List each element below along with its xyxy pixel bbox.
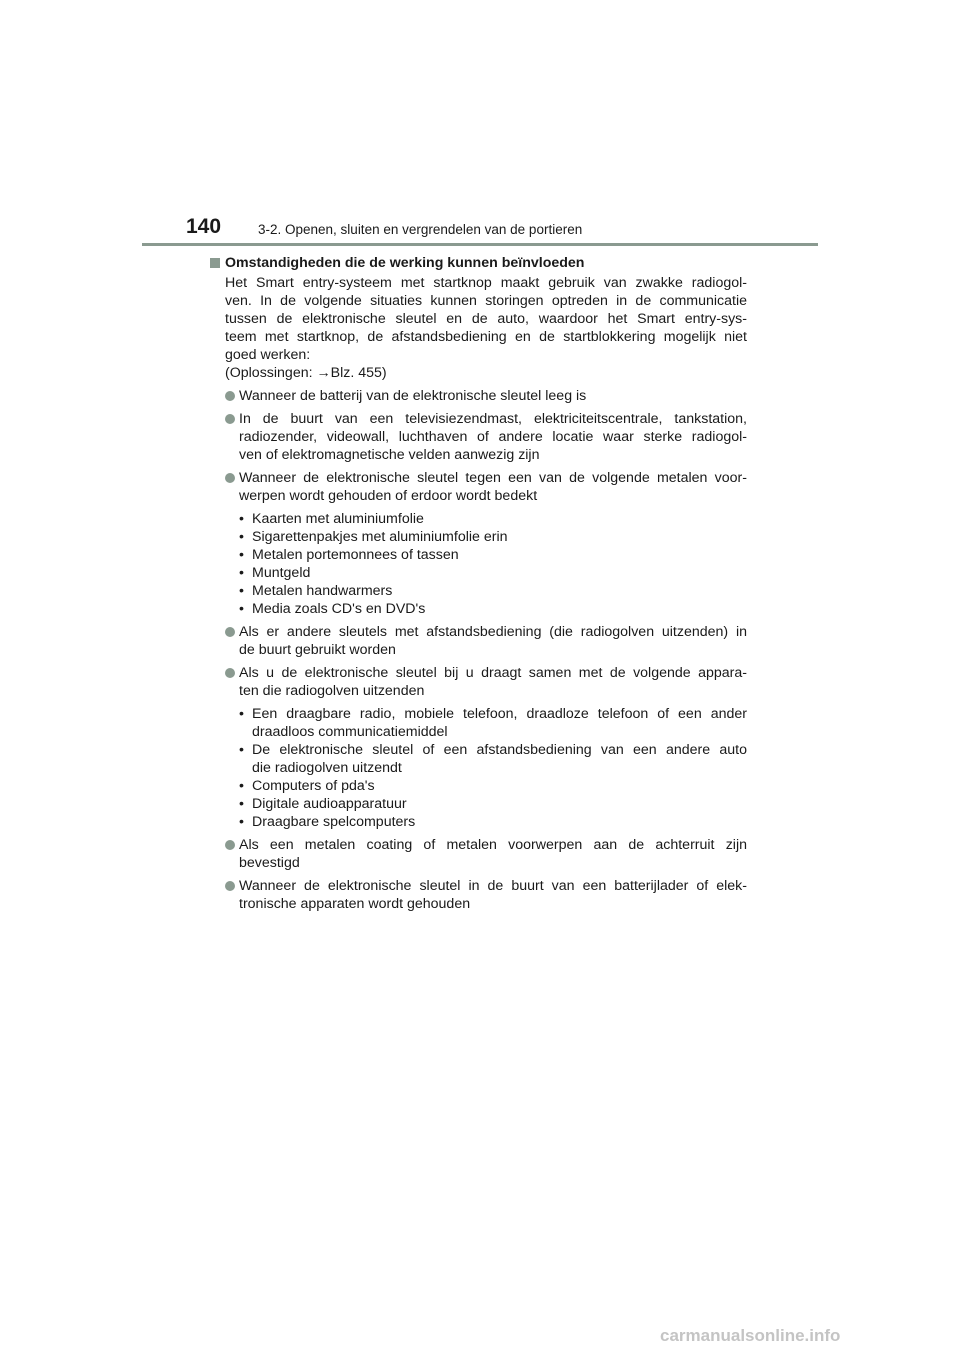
list-item	[209, 469, 747, 505]
sub-list-item-line: Sigarettenpakjes met aluminiumfolie erin	[252, 529, 508, 545]
list-item-line: ven of elektromagnetische velden aanwezig zijn	[239, 447, 540, 463]
list-item-line: tronische apparaten wordt gehouden	[239, 896, 471, 912]
intro-line: (Oplossingen: →Blz. 455)	[225, 365, 387, 381]
intro-paragraph	[209, 274, 747, 382]
list-item-line: Als er andere sleutels met afstandsbediening (die radiogolven uitzenden) in	[239, 624, 747, 640]
sub-list-item	[239, 546, 747, 564]
round-bullet-icon	[225, 668, 235, 678]
sub-list-item	[239, 600, 747, 618]
list-item	[209, 877, 747, 913]
intro-line: teem met startknop, de afstandsbediening en de startblokkering mogelijk niet	[225, 329, 747, 345]
sub-list-item-line: Kaarten met aluminiumfolie	[252, 511, 424, 527]
dot-bullet-icon: •	[239, 547, 244, 563]
list-item-line: In de buurt van een televisiezendmast, elektriciteitscentrale, tankstation,	[239, 411, 747, 427]
dot-bullet-icon: •	[239, 565, 244, 581]
list-item	[209, 836, 747, 872]
list-item-line: werpen wordt gehouden of erdoor wordt bedekt	[239, 488, 538, 504]
list-item	[209, 664, 747, 700]
sub-list-item-line: Metalen handwarmers	[252, 583, 393, 599]
intro-line: goed werken:	[225, 347, 311, 363]
list-item-line: Wanneer de batterij van de elektronische sleutel leeg is	[239, 388, 587, 404]
sub-list-item-line: Computers of pda's	[252, 778, 375, 794]
header-rule	[142, 243, 818, 246]
round-bullet-icon	[225, 414, 235, 424]
section-heading-text: Omstandigheden die de werking kunnen beïnvloeden	[225, 255, 585, 271]
sub-list-item-line: Muntgeld	[252, 565, 311, 581]
sub-list-item-line: De elektronische sleutel of een afstandsbediening van een andere auto	[252, 742, 747, 758]
round-bullet-icon	[225, 473, 235, 483]
sub-list-item	[239, 741, 747, 777]
dot-bullet-icon: •	[239, 601, 244, 617]
sub-list-item	[239, 582, 747, 600]
condition-list	[209, 387, 747, 913]
dot-bullet-icon: •	[239, 814, 244, 830]
intro-line: tussen de elektronische sleutel en de auto, waardoor het Smart entry-sys-	[225, 311, 747, 327]
list-item-line: Wanneer de elektronische sleutel tegen een van de volgende metalen voor-	[239, 470, 747, 486]
intro-line: ven. In de volgende situaties kunnen storingen optreden in de communicatie	[225, 293, 747, 309]
dot-bullet-icon: •	[239, 742, 244, 758]
intro-line: Het Smart entry-systeem met startknop maakt gebruik van zwakke radiogol-	[225, 275, 747, 291]
sub-list-item	[239, 813, 747, 831]
sub-list-item	[239, 795, 747, 813]
list-item-line: de buurt gebruikt worden	[239, 642, 396, 658]
sub-list	[209, 705, 747, 831]
sub-list-item-line: Draagbare spelcomputers	[252, 814, 416, 830]
list-item-line: Als u de elektronische sleutel bij u draagt samen met de volgende appara-	[239, 665, 747, 681]
round-bullet-icon	[225, 840, 235, 850]
dot-bullet-icon: •	[239, 778, 244, 794]
dot-bullet-icon: •	[239, 529, 244, 545]
list-item-line: Wanneer de elektronische sleutel in de buurt van een batterijlader of elek-	[239, 878, 747, 894]
section-title: 3-2. Openen, sluiten en vergrendelen van de portieren	[258, 222, 583, 237]
list-item	[209, 623, 747, 659]
square-bullet-icon	[210, 258, 220, 268]
round-bullet-icon	[225, 391, 235, 401]
watermark: carmanualsonline.info	[660, 1326, 841, 1345]
round-bullet-icon	[225, 881, 235, 891]
page-number: 140	[186, 215, 222, 238]
sub-list-item	[239, 564, 747, 582]
list-item-line: ten die radiogolven uitzenden	[239, 683, 425, 699]
dot-bullet-icon: •	[239, 706, 244, 722]
sub-list	[209, 510, 747, 618]
sub-list-item-line: Digitale audioapparatuur	[252, 796, 407, 812]
sub-list-item	[239, 777, 747, 795]
sub-list-item-line: Een draagbare radio, mobiele telefoon, draadloze telefoon of een ander	[252, 706, 747, 722]
list-item-line: radiozender, videowall, luchthaven of andere locatie waar sterke radiogol-	[239, 429, 747, 445]
dot-bullet-icon: •	[239, 583, 244, 599]
sub-list-item	[239, 510, 747, 528]
sub-list-item-line: Metalen portemonnees of tassen	[252, 547, 459, 563]
list-item-line: bevestigd	[239, 855, 300, 871]
dot-bullet-icon: •	[239, 796, 244, 812]
dot-bullet-icon: •	[239, 511, 244, 527]
page-header	[186, 214, 746, 240]
round-bullet-icon	[225, 627, 235, 637]
sub-list-item-line: draadloos communicatiemiddel	[252, 724, 448, 740]
list-item	[209, 387, 747, 405]
section-heading	[209, 254, 747, 272]
list-item-line: Als een metalen coating of metalen voorwerpen aan de achterruit zijn	[239, 837, 747, 853]
sub-list-item	[239, 528, 747, 546]
sub-list-item	[239, 705, 747, 741]
sub-list-item-line: Media zoals CD's en DVD's	[252, 601, 426, 617]
main-content	[209, 254, 747, 913]
sub-list-item-line: die radiogolven uitzendt	[252, 760, 402, 776]
list-item	[209, 410, 747, 464]
